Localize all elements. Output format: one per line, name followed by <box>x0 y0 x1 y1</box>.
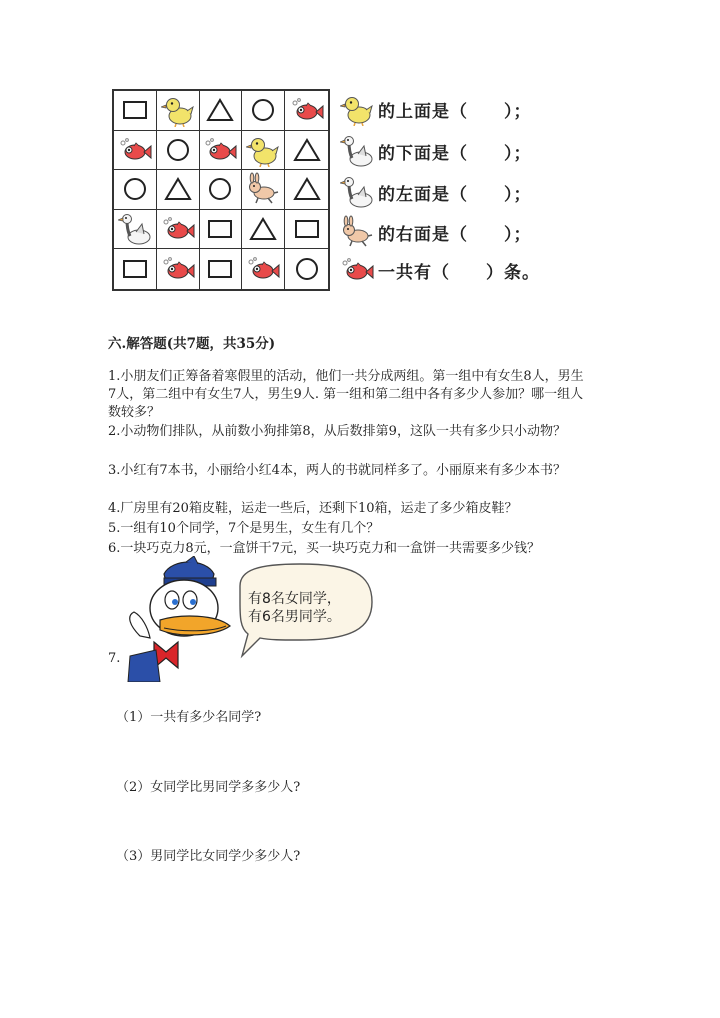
grid-cell <box>285 170 328 210</box>
grid-cell <box>200 249 243 289</box>
grid-cell <box>114 131 157 171</box>
circle-icon <box>294 256 320 282</box>
grid-cell <box>114 91 157 131</box>
grid-cell <box>157 131 200 171</box>
duck-icon <box>161 93 195 127</box>
problem-5: 5.一组有10个同学，7个是男生，女生有几个？ <box>108 521 380 536</box>
triangle-icon <box>249 217 277 241</box>
grid-question <box>340 252 540 288</box>
grid-cell <box>285 131 328 171</box>
grid-cell <box>242 249 285 289</box>
grid-cell <box>114 210 157 250</box>
triangle-icon <box>206 98 234 122</box>
square-icon <box>122 257 148 281</box>
grid-question-text: 的右面是（ ）； <box>378 224 532 245</box>
shape-grid <box>112 89 330 291</box>
duck-icon <box>340 92 374 126</box>
triangle-icon <box>164 177 192 201</box>
grid-cell <box>242 91 285 131</box>
subquestion-1: （1）一共有多少名同学? <box>116 710 262 725</box>
square-icon <box>207 217 233 241</box>
grid-question-text: 的左面是（ ）； <box>378 184 532 205</box>
grid-question <box>340 91 532 127</box>
grid-cell <box>200 170 243 210</box>
grid-cell <box>200 91 243 131</box>
fish-icon <box>118 137 152 163</box>
goose-icon <box>340 134 374 168</box>
donald-duck-illustration <box>120 556 380 686</box>
grid-cell <box>157 91 200 131</box>
fish-icon <box>161 256 195 282</box>
subquestion-2: （2）女同学比男同学多多少人? <box>116 780 301 795</box>
problem-1: 1.小朋友们正筹备着寒假里的活动，他们一共分成两组。第一组中有女生8人，男生7人，第二组中有女生7人，男生9人. 第一组和第二组中各有多少人参加？哪一组人数较多？ <box>108 369 584 420</box>
speech-line-1: 有8名女同学， <box>248 591 341 607</box>
goose-icon <box>340 175 374 209</box>
grid-question-text: 的上面是（ ）； <box>378 101 532 122</box>
grid-cell <box>157 249 200 289</box>
grid-cell <box>157 210 200 250</box>
grid-question <box>340 214 532 250</box>
fish-icon <box>290 97 324 123</box>
fish-icon <box>161 216 195 242</box>
square-icon <box>294 217 320 241</box>
circle-icon <box>165 137 191 163</box>
triangle-icon <box>293 138 321 162</box>
speech-line-2: 有6名男同学。 <box>248 609 341 625</box>
grid-cell <box>200 210 243 250</box>
grid-cell <box>242 170 285 210</box>
rabbit-icon <box>246 172 280 206</box>
grid-cell <box>285 91 328 131</box>
goose-icon <box>118 212 152 246</box>
grid-cell <box>242 131 285 171</box>
problem-7-number: 7. <box>108 651 121 666</box>
grid-cell <box>285 249 328 289</box>
grid-cell <box>200 131 243 171</box>
duck-icon <box>246 133 280 167</box>
problem-3: 3.小红有7本书，小丽给小红4本，两人的书就同样多了。小丽原来有多少本书？ <box>108 463 566 478</box>
grid-question-text: 一共有（ ）条。 <box>378 262 540 283</box>
fish-icon <box>340 257 374 283</box>
grid-question <box>340 133 532 169</box>
grid-cell <box>114 170 157 210</box>
fish-icon <box>246 256 280 282</box>
square-icon <box>207 257 233 281</box>
circle-icon <box>122 176 148 202</box>
triangle-icon <box>293 177 321 201</box>
grid-cell <box>114 249 157 289</box>
grid-cell <box>242 210 285 250</box>
grid-cell <box>285 210 328 250</box>
subquestion-3: （3）男同学比女同学少多少人? <box>116 849 301 864</box>
problem-2: 2.小动物们排队，从前数小狗排第8，从后数排第9，这队一共有多少只小动物？ <box>108 424 566 439</box>
grid-cell <box>157 170 200 210</box>
circle-icon <box>207 176 233 202</box>
circle-icon <box>250 97 276 123</box>
problem-4: 4.厂房里有20箱皮鞋，运走一些后，还剩下10箱，运走了多少箱皮鞋？ <box>108 501 518 516</box>
rabbit-icon <box>340 215 374 249</box>
square-icon <box>122 98 148 122</box>
fish-icon <box>203 137 237 163</box>
problem-6: 6.一块巧克力8元，一盒饼干7元，买一块巧克力和一盒饼一共需要多少钱？ <box>108 541 540 556</box>
grid-question <box>340 174 532 210</box>
section-title: 六.解答题(共7题，共35分) <box>108 336 276 352</box>
grid-question-text: 的下面是（ ）； <box>378 143 532 164</box>
